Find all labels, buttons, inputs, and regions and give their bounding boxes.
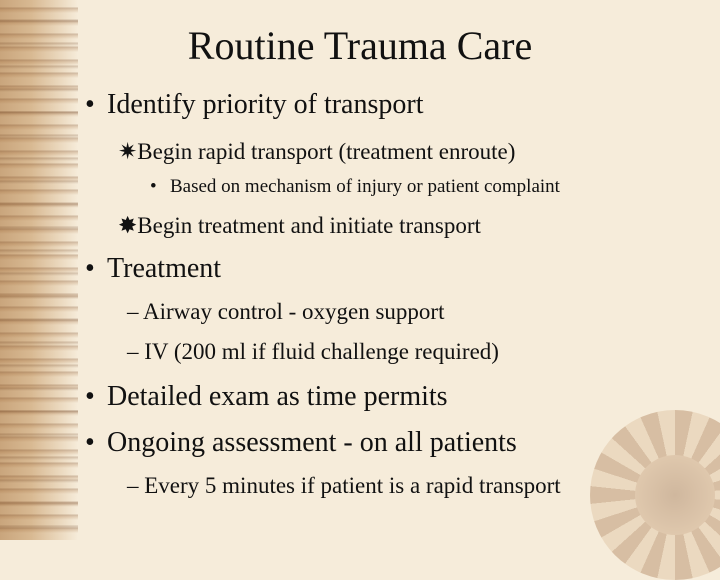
slide-title: Routine Trauma Care bbox=[187, 23, 533, 68]
sub-bullet-begin-treatment bbox=[118, 212, 481, 240]
bullet-text: Begin treatment and initiate transport bbox=[137, 213, 481, 238]
bullet-identify-priority bbox=[85, 88, 423, 122]
decorative-left-band bbox=[0, 0, 78, 540]
bullet-marker: • bbox=[85, 381, 95, 412]
decorative-medallion-icon bbox=[590, 410, 720, 580]
bullet-detailed-exam bbox=[85, 380, 448, 414]
sub-bullet-iv bbox=[127, 338, 499, 366]
bullet-text: Detailed exam as time permits bbox=[107, 381, 448, 412]
bullet-text: Identify priority of transport bbox=[107, 89, 424, 120]
star-bullet-icon: ✷ bbox=[118, 139, 138, 164]
bullet-treatment bbox=[85, 252, 221, 286]
bullet-text: Airway control - oxygen support bbox=[142, 299, 445, 324]
bullet-marker: • bbox=[85, 427, 95, 458]
sub-bullet-every-5-minutes bbox=[127, 472, 561, 500]
sub-sub-bullet-mechanism bbox=[150, 175, 560, 199]
dash-marker: – bbox=[127, 339, 139, 364]
star-bullet-icon: ✸ bbox=[118, 213, 138, 238]
sub-bullet-airway bbox=[127, 298, 444, 326]
bullet-text: Every 5 minutes if patient is a rapid transport bbox=[144, 473, 561, 498]
bullet-ongoing-assessment bbox=[85, 426, 517, 460]
bullet-text: Ongoing assessment - on all patients bbox=[107, 427, 517, 458]
bullet-text: Begin rapid transport (treatment enroute) bbox=[137, 139, 516, 164]
bullet-marker: • bbox=[85, 89, 95, 120]
sub-bullet-rapid-transport bbox=[118, 138, 515, 166]
bullet-marker: • bbox=[85, 253, 95, 284]
bullet-text: IV (200 ml if fluid challenge required) bbox=[144, 339, 499, 364]
dash-marker: – bbox=[127, 473, 139, 498]
bullet-text: Treatment bbox=[107, 253, 222, 284]
bullet-marker: • bbox=[150, 176, 157, 197]
bullet-text: Based on mechanism of injury or patient complaint bbox=[170, 176, 560, 197]
dash-marker: – bbox=[127, 299, 139, 324]
